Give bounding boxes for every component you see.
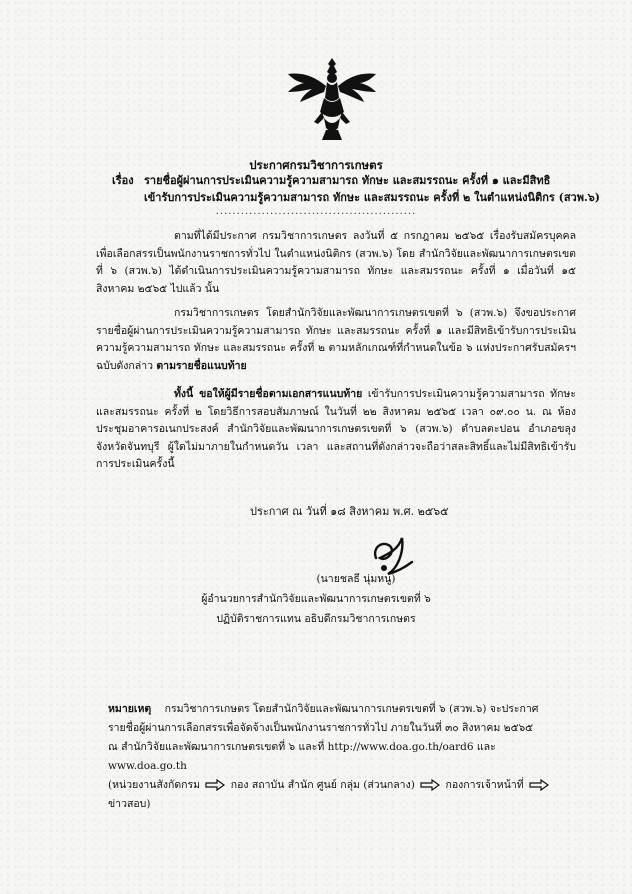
subject-block: [112, 172, 600, 206]
paragraph-1-text: ตามที่ได้มีประกาศ กรมวิชาการเกษตร ลงวันที่ ๕ กรกฎาคม ๒๕๖๕ เรื่องรับสมัครบุคคลเพื่อเลือกสรรเป็นพนักงานราชการทั่วไป ในตำแหน่งนิติกร (สวพ.๖) โดย สำนักวิจัยและพัฒนาการเกษตรเขตที่ ๖ (สวพ.๖) ได้ดำเนินการประเมินความรู้ความสามารถ ทักษะ และสมรรถนะ ครั้งที่ ๑ เมื่อวันที่ ๑๕ สิงหาคม ๒๕๖๕ ไปแล้ว นั้น: [96, 230, 576, 295]
nav-step-2: กอง สถาบัน สำนัก ศูนย์ กลุ่ม (ส่วนกลาง): [230, 779, 415, 791]
remark-block: [108, 700, 570, 814]
paragraph-1: [96, 228, 576, 298]
remark-line-3: ณ สำนักวิจัยและพัฒนาการเกษตรเขตที่ ๖ และที่ http://www.doa.go.th/oard6 และ www.doa.go.th: [108, 741, 496, 772]
nav-step-1: (หน่วยงานสังกัดกรม: [108, 779, 201, 791]
remark-line-1: กรมวิชาการเกษตร โดยสำนักวิจัยและพัฒนาการเกษตรเขตที่ ๖ (สวพ.๖) จะประกาศ: [164, 703, 539, 715]
paragraph-3-text: เข้ารับการประเมินความรู้ความสามารถ ทักษะ และสมรรถนะ ครั้งที่ ๒ โดยวิธีการสอบสัมภาษณ์ ในวันที่ ๒๒ สิงหาคม ๒๕๖๕ เวลา ๐๙.๐๐ น. ณ ห้องประชุมอาคารอเนกประสงค์ สำนักวิจัยและพัฒนาการเกษตรเขตที่ ๖ (สวพ.๖) ตำบลตะปอน อำเภอขลุง จังหวัดจันทบุรี ผู้ใดไม่มาภายในกำหนดวัน เวลา และสถานที่ดังกล่าวจะถือว่าสละสิทธิ์และไม่มีสิทธิเข้ารับการประเมินครั้งนี้: [96, 388, 576, 470]
remark-line-2: รายชื่อผู้ผ่านการเลือกสรรเพื่อจัดจ้างเป็นพนักงานราชการทั่วไป ภายในวันที่ ๓๐ สิงหาคม ๒๕๖๕: [108, 722, 534, 734]
paragraph-3: [96, 386, 576, 474]
arrow-right-icon: [420, 779, 440, 791]
signer-position-1: ผู้อำนวยการสำนักวิจัยและพัฒนาการเกษตรเขตที่ ๖: [201, 593, 431, 605]
paragraph-2-emphasis: ตามรายชื่อแนบท้าย: [156, 359, 247, 372]
nav-step-4: ข่าวสอบ): [108, 798, 151, 810]
paragraph-3-lead: ทั้งนี้ ขอให้ผู้มีรายชื่อตามเอกสารแนบท้าย: [174, 388, 363, 400]
garuda-emblem-icon: [284, 52, 380, 144]
declaration-date: ประกาศ ณ วันที่ ๑๘ สิงหาคม พ.ศ. ๒๕๖๕: [250, 505, 449, 518]
signer-position-2: ปฏิบัติราชการแทน อธิบดีกรมวิชาการเกษตร: [216, 613, 416, 625]
paragraph-2: [96, 305, 576, 375]
subject-label: เรื่อง: [112, 174, 134, 187]
subject-line-1: รายชื่อผู้ผ่านการประเมินความรู้ความสามารถ ทักษะ และสมรรถนะ ครั้งที่ ๑ และมีสิทธิ: [144, 174, 551, 187]
nav-step-3: กองการเจ้าหน้าที่: [445, 779, 524, 791]
navigation-path: [108, 776, 570, 814]
document-title: ประกาศกรมวิชาการเกษตร: [249, 158, 383, 172]
paragraph-2-text: กรมวิชาการเกษตร โดยสำนักวิจัยและพัฒนาการเกษตรเขตที่ ๖ (สวพ.๖) จึงขอประกาศรายชื่อผู้ผ่านการประเมินความรู้ความสามารถ ทักษะ และสมรรถนะ ครั้งที่ ๑ และมีสิทธิเข้ารับการประเมินความรู้ความสามารถ ทักษะ และสมรรถนะ ครั้งที่ ๒ ตามหลักเกณฑ์ที่กำหนดในข้อ ๖ แห่งประกาศรับสมัครฯ ฉบับดังกล่าว: [96, 307, 576, 372]
remark-label: หมายเหตุ: [108, 703, 152, 715]
subject-line-2: เข้ารับการประเมินความรู้ความสามารถ ทักษะ และสมรรถนะ ครั้งที่ ๒ ในตำแหน่งนิติกร (สวพ.๖): [144, 191, 600, 204]
arrow-right-icon: [529, 779, 549, 791]
signer-name: (นายชลธี นุ่มหนู): [316, 573, 396, 585]
dotted-rule: ................................................: [215, 206, 417, 217]
arrow-right-icon: [205, 779, 225, 791]
